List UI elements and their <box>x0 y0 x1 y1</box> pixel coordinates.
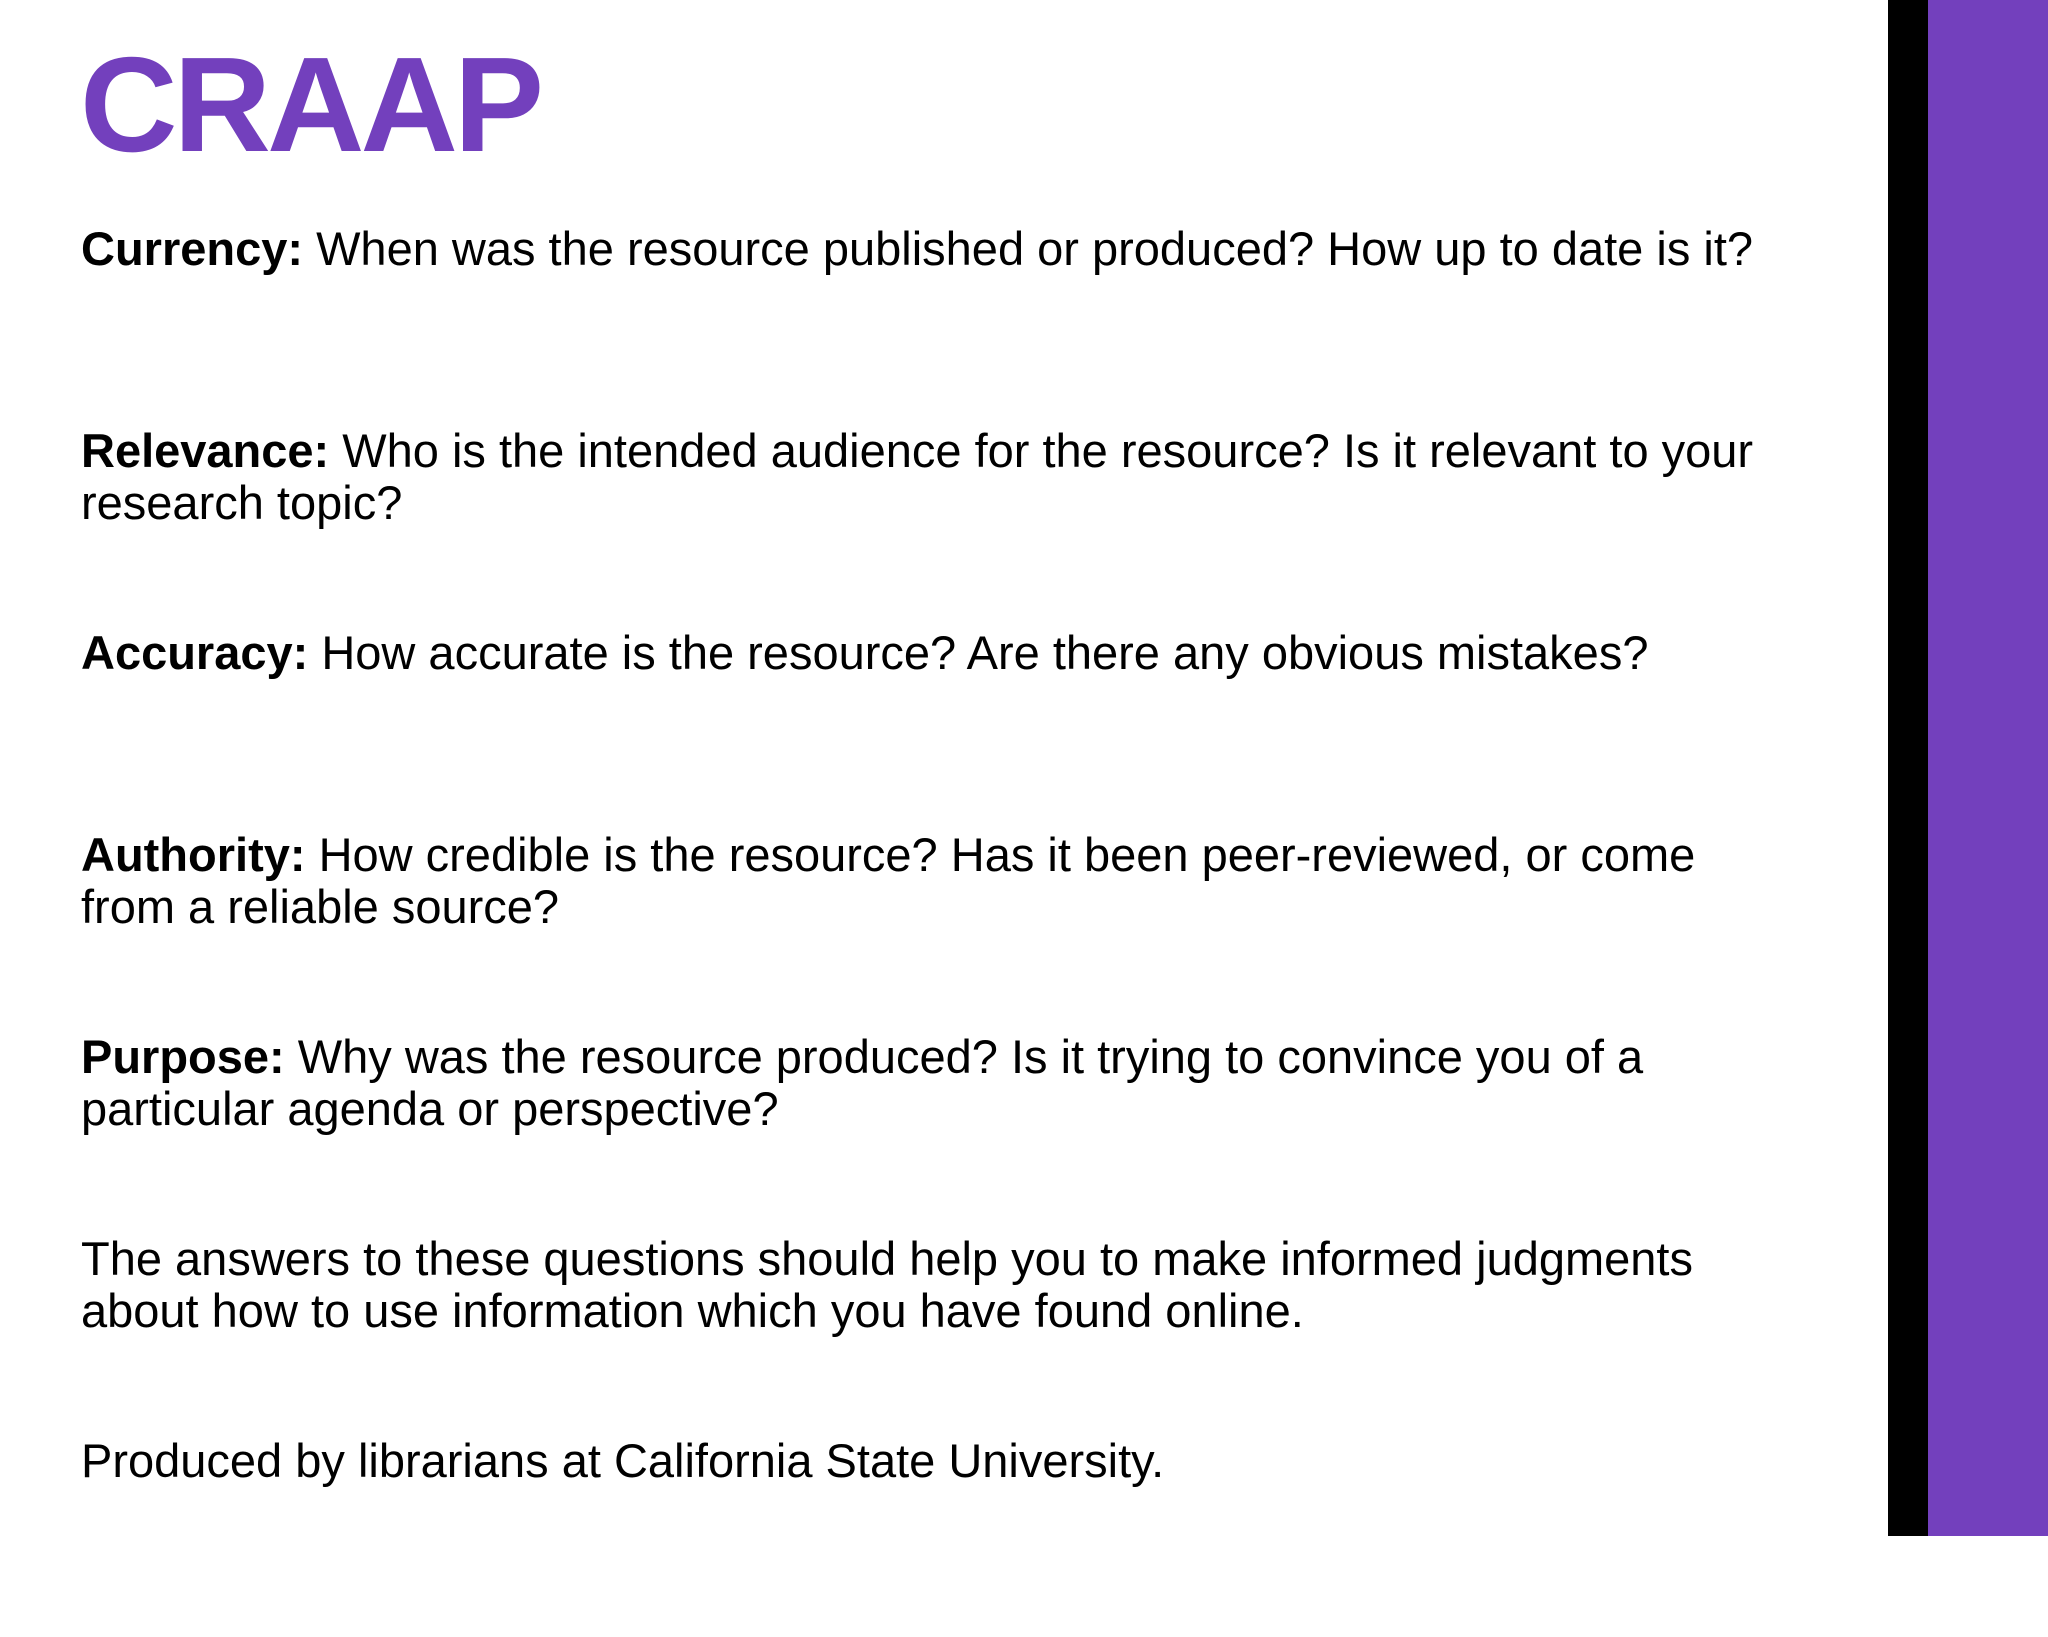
slide-body <box>81 223 1781 1637</box>
criterion-currency <box>81 223 1781 425</box>
criterion-term: Purpose: <box>81 1030 285 1083</box>
credit-text: Produced by librarians at California State University. <box>81 1434 1165 1487</box>
criterion-accuracy <box>81 627 1781 829</box>
criterion-description: How credible is the resource? Has it been peer-reviewed, or come from a reliable source? <box>81 828 1696 933</box>
criterion-term: Accuracy: <box>81 626 309 679</box>
summary-text: The answers to these questions should help you to make informed judgments about how to use information which you have found online. <box>81 1232 1693 1337</box>
side-bar-accent <box>1928 0 2048 1536</box>
criterion-relevance <box>81 425 1781 627</box>
criterion-description: How accurate is the resource? Are there any obvious mistakes? <box>308 626 1649 679</box>
criterion-description: Why was the resource produced? Is it trying to convince you of a particular agenda or perspective? <box>81 1030 1644 1135</box>
slide-title: CRAAP <box>80 29 541 180</box>
criterion-term: Currency: <box>81 222 304 275</box>
criterion-authority <box>81 829 1781 1031</box>
criterion-purpose <box>81 1031 1781 1233</box>
criterion-description: Who is the intended audience for the resource? Is it relevant to your research topic? <box>81 424 1754 529</box>
criterion-description: When was the resource published or produced? How up to date is it? <box>303 222 1754 275</box>
criterion-term: Authority: <box>81 828 306 881</box>
criterion-term: Relevance: <box>81 424 330 477</box>
side-bar-dark <box>1888 0 1928 1536</box>
